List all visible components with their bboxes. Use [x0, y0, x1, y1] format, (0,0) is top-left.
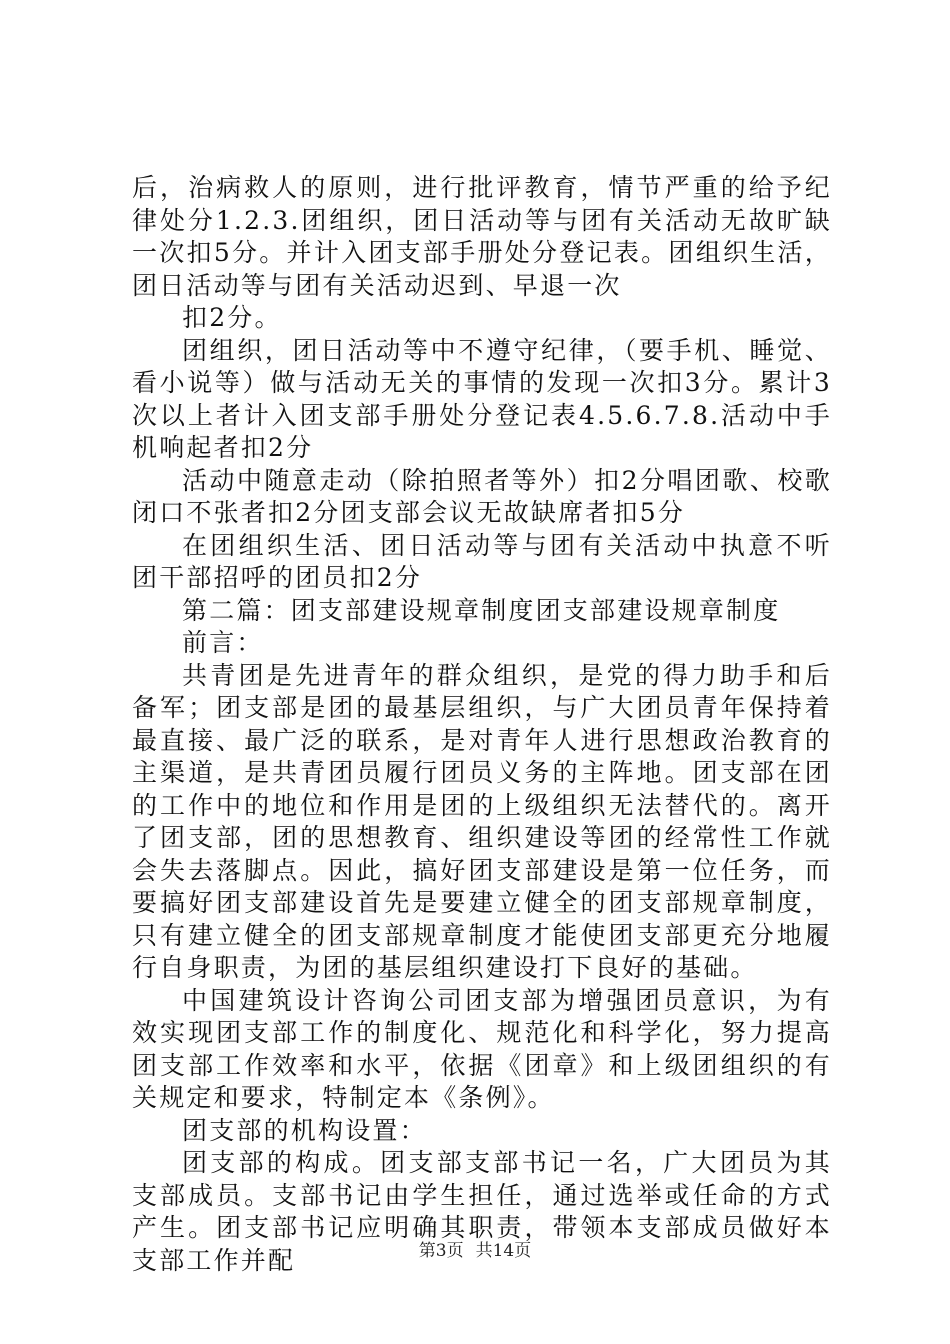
paragraph: 活动中随意走动（除拍照者等外）扣2分唱团歌、校歌闭口不张者扣2分团支部会议无故缺席者扣5分 — [132, 465, 832, 527]
subsection-heading: 团支部的机构设置： — [182, 1115, 427, 1145]
paragraph: 在团组织生活、团日活动等与团有关活动中执意不听团干部招呼的团员扣2分 — [132, 530, 832, 592]
page-number: 第3页 — [418, 1241, 464, 1261]
document-body — [132, 172, 832, 1277]
paragraph: 扣2分。 — [182, 303, 282, 332]
section-heading: 第二篇：团支部建设规章制度团支部建设规章制度 — [182, 595, 781, 625]
preface-heading: 前言： — [182, 628, 264, 657]
paragraph: 团支部的构成。团支部支部书记一名，广大团员为其支部成员。支部书记由学生担任，通过选举或任命的方式产生。团支部书记应明确其职责，带领本支部成员做好本支部工作并配 — [132, 1148, 832, 1275]
paragraph: 中国建筑设计咨询公司团支部为增强团员意识，为有效实现团支部工作的制度化、规范化和科学化，努力提高团支部工作效率和水平，依据《团章》和上级团组织的有关规定和要求，特制定本《条例》。 — [132, 985, 832, 1112]
paragraph: 团组织，团日活动等中不遵守纪律，（要手机、睡觉、看小说等）做与活动无关的事情的发现一次扣3分。累计3次以上者计入团支部手册处分登记表4.5.6.7.8.活动中手机响起者扣2分 — [132, 335, 832, 462]
page-footer — [0, 1241, 950, 1261]
paragraph: 共青团是先进青年的群众组织，是党的得力助手和后备军；团支部是团的最基层组织，与广大团员青年保持着最直接、最广泛的联系，是对青年人进行思想政治教育的主渠道，是共青团员履行团员义务的主阵地。团支部在团的工作中的地位和作用是团的上级组织无法替代的。离开了团支部，团的思想教育、组织建设等团的经常性工作就会失去落脚点。因此，搞好团支部建设是第一位任务，而要搞好团支部建设首先是要建立健全的团支部规章制度，只有建立健全的团支部规章制度才能使团支部更充分地履行自身职责，为团的基层组织建设打下良好的基础。 — [132, 660, 832, 982]
page-total: 共14页 — [475, 1241, 532, 1261]
paragraph: 后，治病救人的原则，进行批评教育，情节严重的给予纪律处分1.2.3.团组织，团日活动等与团有关活动无故旷缺一次扣5分。并计入团支部手册处分登记表。团组织生活，团日活动等与团有关活动迟到、早退一次 — [132, 173, 832, 300]
